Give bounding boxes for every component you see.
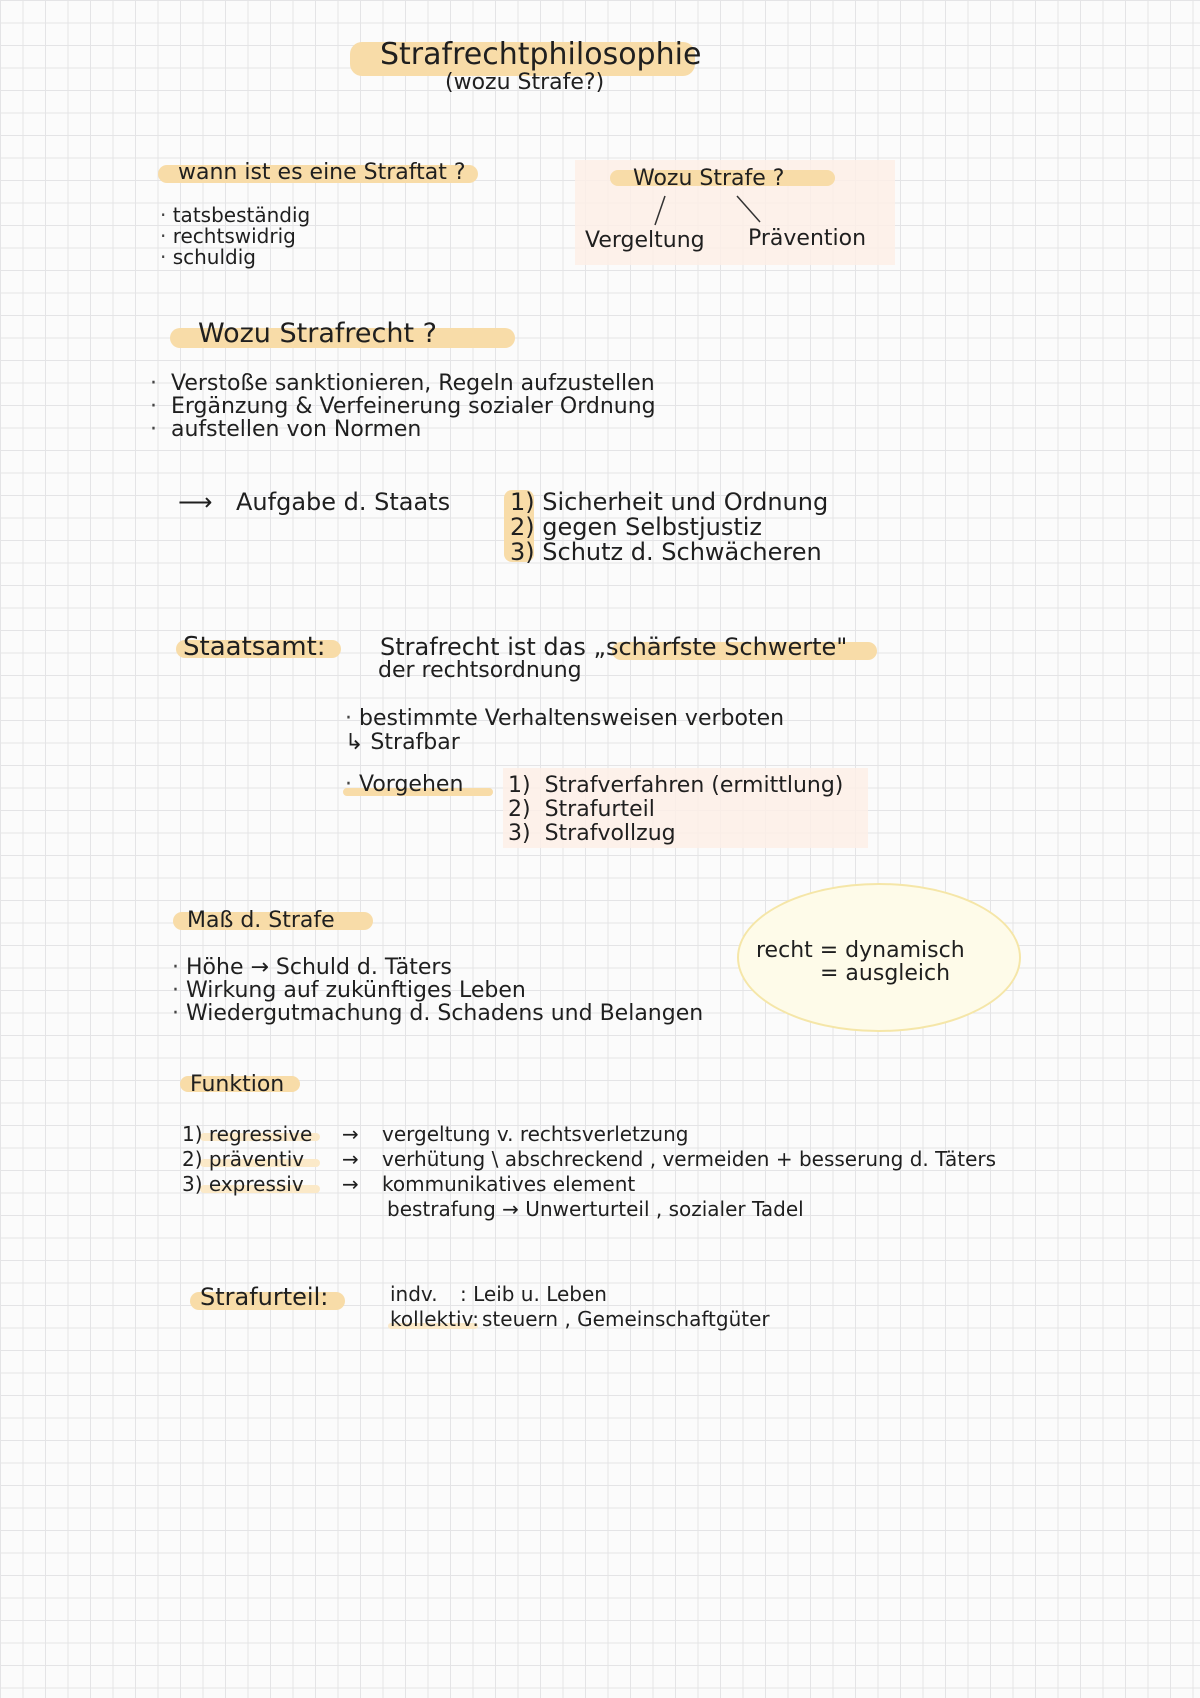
page-subtitle: (wozu Strafe?) bbox=[445, 70, 605, 95]
vorgehen-label: · Vorgehen bbox=[345, 772, 464, 797]
staatsamt-label: Staatsamt: bbox=[183, 632, 326, 662]
praevention-label: Prävention bbox=[748, 226, 867, 251]
list-item: 1) Strafverfahren (ermittlung) bbox=[508, 773, 844, 798]
list-item: · tatsbeständig bbox=[160, 203, 311, 227]
list-item: 3) Schutz d. Schwächeren bbox=[510, 538, 822, 566]
list-item: 3) Strafvollzug bbox=[508, 821, 676, 846]
list-item: · Höhe → Schuld d. Täters bbox=[172, 955, 452, 980]
list-item: 2) gegen Selbstjustiz bbox=[510, 513, 762, 541]
list-item: · Wiedergutmachung d. Schadens und Belangen bbox=[172, 1001, 704, 1026]
straftat-heading: wann ist es eine Straftat ? bbox=[178, 160, 466, 185]
list-item: · Wirkung auf zukünftiges Leben bbox=[172, 978, 526, 1003]
list-item: 2) Strafurteil bbox=[508, 797, 655, 822]
list-item: · Ergänzung & Verfeinerung sozialer Ordnung bbox=[150, 394, 656, 419]
list-item: · aufstellen von Normen bbox=[150, 417, 422, 442]
strafurteil-label: Strafurteil: bbox=[200, 1283, 329, 1311]
staatsamt-bullet-1-sub: ↳ Strafbar bbox=[345, 730, 460, 755]
strafrecht-heading: Wozu Strafrecht ? bbox=[198, 318, 437, 349]
staatsamt-text-1 bbox=[380, 635, 847, 659]
strafrecht-list bbox=[150, 372, 656, 441]
aufgabe-arrow: ⟶ bbox=[178, 488, 213, 516]
staatsamt-text-2: der rechtsordnung bbox=[378, 658, 582, 683]
page-title: Strafrechtphilosophie bbox=[380, 37, 702, 72]
list-item: · schuldig bbox=[160, 245, 256, 269]
staatsamt-bullet-1: · bestimmte Verhaltensweisen verboten bbox=[345, 706, 785, 731]
branch-right-line bbox=[737, 196, 760, 222]
funktion-heading: Funktion bbox=[190, 1072, 285, 1097]
mass-list bbox=[172, 956, 703, 1025]
vorgehen-list bbox=[508, 774, 843, 846]
list-item: · rechtswidrig bbox=[160, 224, 296, 248]
recht-line-2: = ausgleich bbox=[820, 961, 951, 986]
staatsamt-text-b: „schärfste Schwerte" bbox=[593, 633, 848, 661]
branch-left-line bbox=[655, 196, 665, 225]
vergeltung-label: Vergeltung bbox=[585, 228, 705, 253]
aufgabe-label: Aufgabe d. Staats bbox=[236, 488, 451, 516]
staatsamt-text-a: Strafrecht ist das bbox=[380, 633, 586, 661]
wozu-strafe-heading: Wozu Strafe ? bbox=[633, 166, 785, 191]
mass-heading: Maß d. Strafe bbox=[187, 908, 335, 933]
list-item: 1) Sicherheit und Ordnung bbox=[510, 488, 829, 516]
aufgabe-list bbox=[510, 490, 828, 565]
list-item: · Verstoße sanktionieren, Regeln aufzustellen bbox=[150, 371, 655, 396]
recht-line-1: recht = dynamisch bbox=[756, 938, 965, 963]
